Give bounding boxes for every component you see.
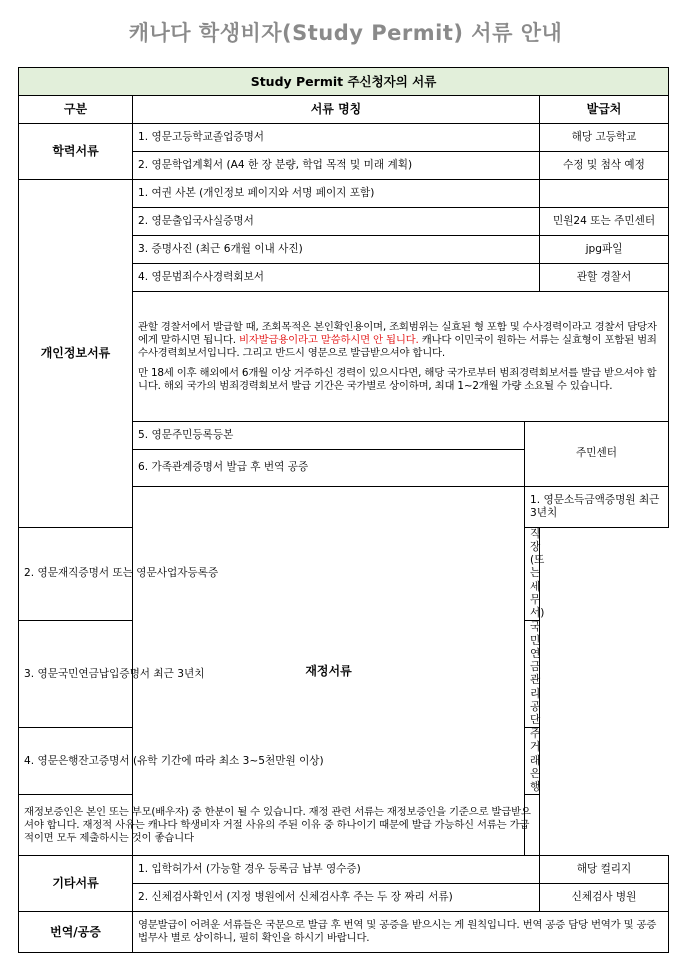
category-education: 학력서류 — [19, 124, 133, 180]
document-name: 6. 가족관계증명서 발급 후 번역 공증 — [133, 450, 525, 487]
document-name: 4. 영문범죄수사경력회보서 — [133, 264, 540, 292]
table-row — [19, 912, 669, 953]
documents-table — [18, 67, 669, 953]
note-text: 캐나다 이민국이 원하는 서류는 실효형이 포함된 범죄수사경력회보서입니다. 그리고 반드시 영문으로 발급받으셔야 합니다. — [138, 333, 657, 359]
issuer: 관할 경찰서 — [540, 264, 669, 292]
financial-note — [19, 795, 540, 856]
issuer: 직장(또는 세무서) — [525, 527, 540, 621]
issuer: jpg파일 — [540, 236, 669, 264]
category-other: 기타서류 — [19, 856, 133, 912]
table-row — [19, 856, 669, 884]
issuer: 수정 및 첨삭 예정 — [540, 152, 669, 180]
note-row — [19, 795, 669, 856]
document-name: 2. 신체검사확인서 (지정 병원에서 신체검사후 주는 두 장 짜리 서류) — [133, 884, 540, 912]
warning-text: 비자발급용이라고 말씀하시면 안 됩니다. — [238, 333, 419, 346]
page-title: 캐나다 학생비자(Study Permit) 서류 안내 — [128, 21, 563, 45]
issuer: 주민센터 — [525, 422, 669, 487]
document-name: 1. 영문고등학교졸업증명서 — [133, 124, 540, 152]
document-name: 1. 입학허가서 (가능할 경우 등록금 납부 영수증) — [133, 856, 540, 884]
document-name: 2. 영문학업계획서 (A4 한 장 분량, 학업 목적 및 미래 계획) — [133, 152, 540, 180]
issuer: 주거래 은행 — [525, 728, 540, 795]
note-paragraph: 영문발급이 어려운 서류들은 국문으로 발급 후 번역 및 공증을 받으시는 게 원칙입니다. 번역 공증 담당 번역가 및 공증법무사 별로 상이하니, 필히 확인을 하시기 바랍니다. — [138, 919, 657, 945]
column-header-row — [19, 96, 669, 124]
section-header-row — [19, 68, 669, 96]
table-row — [19, 728, 669, 795]
column-header-issuer: 발급처 — [540, 96, 669, 124]
table-row — [19, 527, 669, 621]
translation-note — [133, 912, 669, 953]
section-title: Study Permit 주신청자의 서류 — [19, 68, 669, 96]
issuer — [540, 180, 669, 208]
issuer: 민원24 또는 주민센터 — [540, 208, 669, 236]
column-header-document: 서류 명칭 — [133, 96, 540, 124]
category-translation: 번역/공증 — [19, 912, 133, 953]
issuer: 해당 고등학교 — [540, 124, 669, 152]
document-name: 2. 영문재직증명서 또는 영문사업자등록증 — [19, 527, 525, 621]
document-name: 2. 영문출입국사실증명서 — [133, 208, 540, 236]
document-name: 3. 증명사진 (최근 6개월 이내 사진) — [133, 236, 540, 264]
document-name: 3. 영문국민연금납입증명서 최근 3년치 — [19, 621, 525, 728]
note-paragraph: 만 18세 이후 해외에서 6개월 이상 거주하신 경력이 있으시다면, 해당 국가로부터 범죄경력회보서를 발급 받으셔야 합니다. 해외 국가의 범죄경력회보서 발급 기간은 국가별로 상이하며, 최대 1~2개월 가량 소요될 수 있습니다. — [138, 366, 657, 392]
column-header-category: 구분 — [19, 96, 133, 124]
category-financial: 재정서류 — [133, 487, 525, 856]
category-personal: 개인정보서류 — [19, 180, 133, 528]
issuer: 신체검사 병원 — [540, 884, 669, 912]
document-name: 1. 여권 사본 (개인정보 페이지와 서명 페이지 포함) — [133, 180, 540, 208]
note-paragraph — [138, 321, 663, 360]
issuer: 해당 컬리지 — [540, 856, 669, 884]
document-name: 5. 영문주민등록등본 — [133, 422, 525, 450]
note-text: 관할 경찰서에서 발급할 때, 조회목적은 본인확인용이며, 조회범위는 실효된 형 포함 및 수사경력이라고 경찰서 담당자에게 말하시면 됩니다. — [138, 320, 657, 346]
issuer: 국민연금관리공단 — [525, 621, 540, 728]
table-row — [19, 180, 669, 208]
note-paragraph: 재정보증인은 본인 또는 부모(배우자) 중 한분이 될 수 있습니다. 재정 관련 서류는 재정보증인을 기준으로 발급받으셔야 합니다. 재정적 사유는 캐나다 학생비자 거절 사유의 주된 이유 중 하나이기 때문에 발급 가능하신 서류는 가급적이면 모두 제출하시는 것이 좋습니다 — [24, 805, 531, 844]
document-name: 1. 영문소득금액증명원 최근 3년치 — [525, 487, 669, 528]
table-row — [19, 124, 669, 152]
criminal-record-note — [133, 292, 669, 422]
document-name: 4. 영문은행잔고증명서 (유학 기간에 따라 최소 3~5천만원 이상) — [19, 728, 525, 795]
